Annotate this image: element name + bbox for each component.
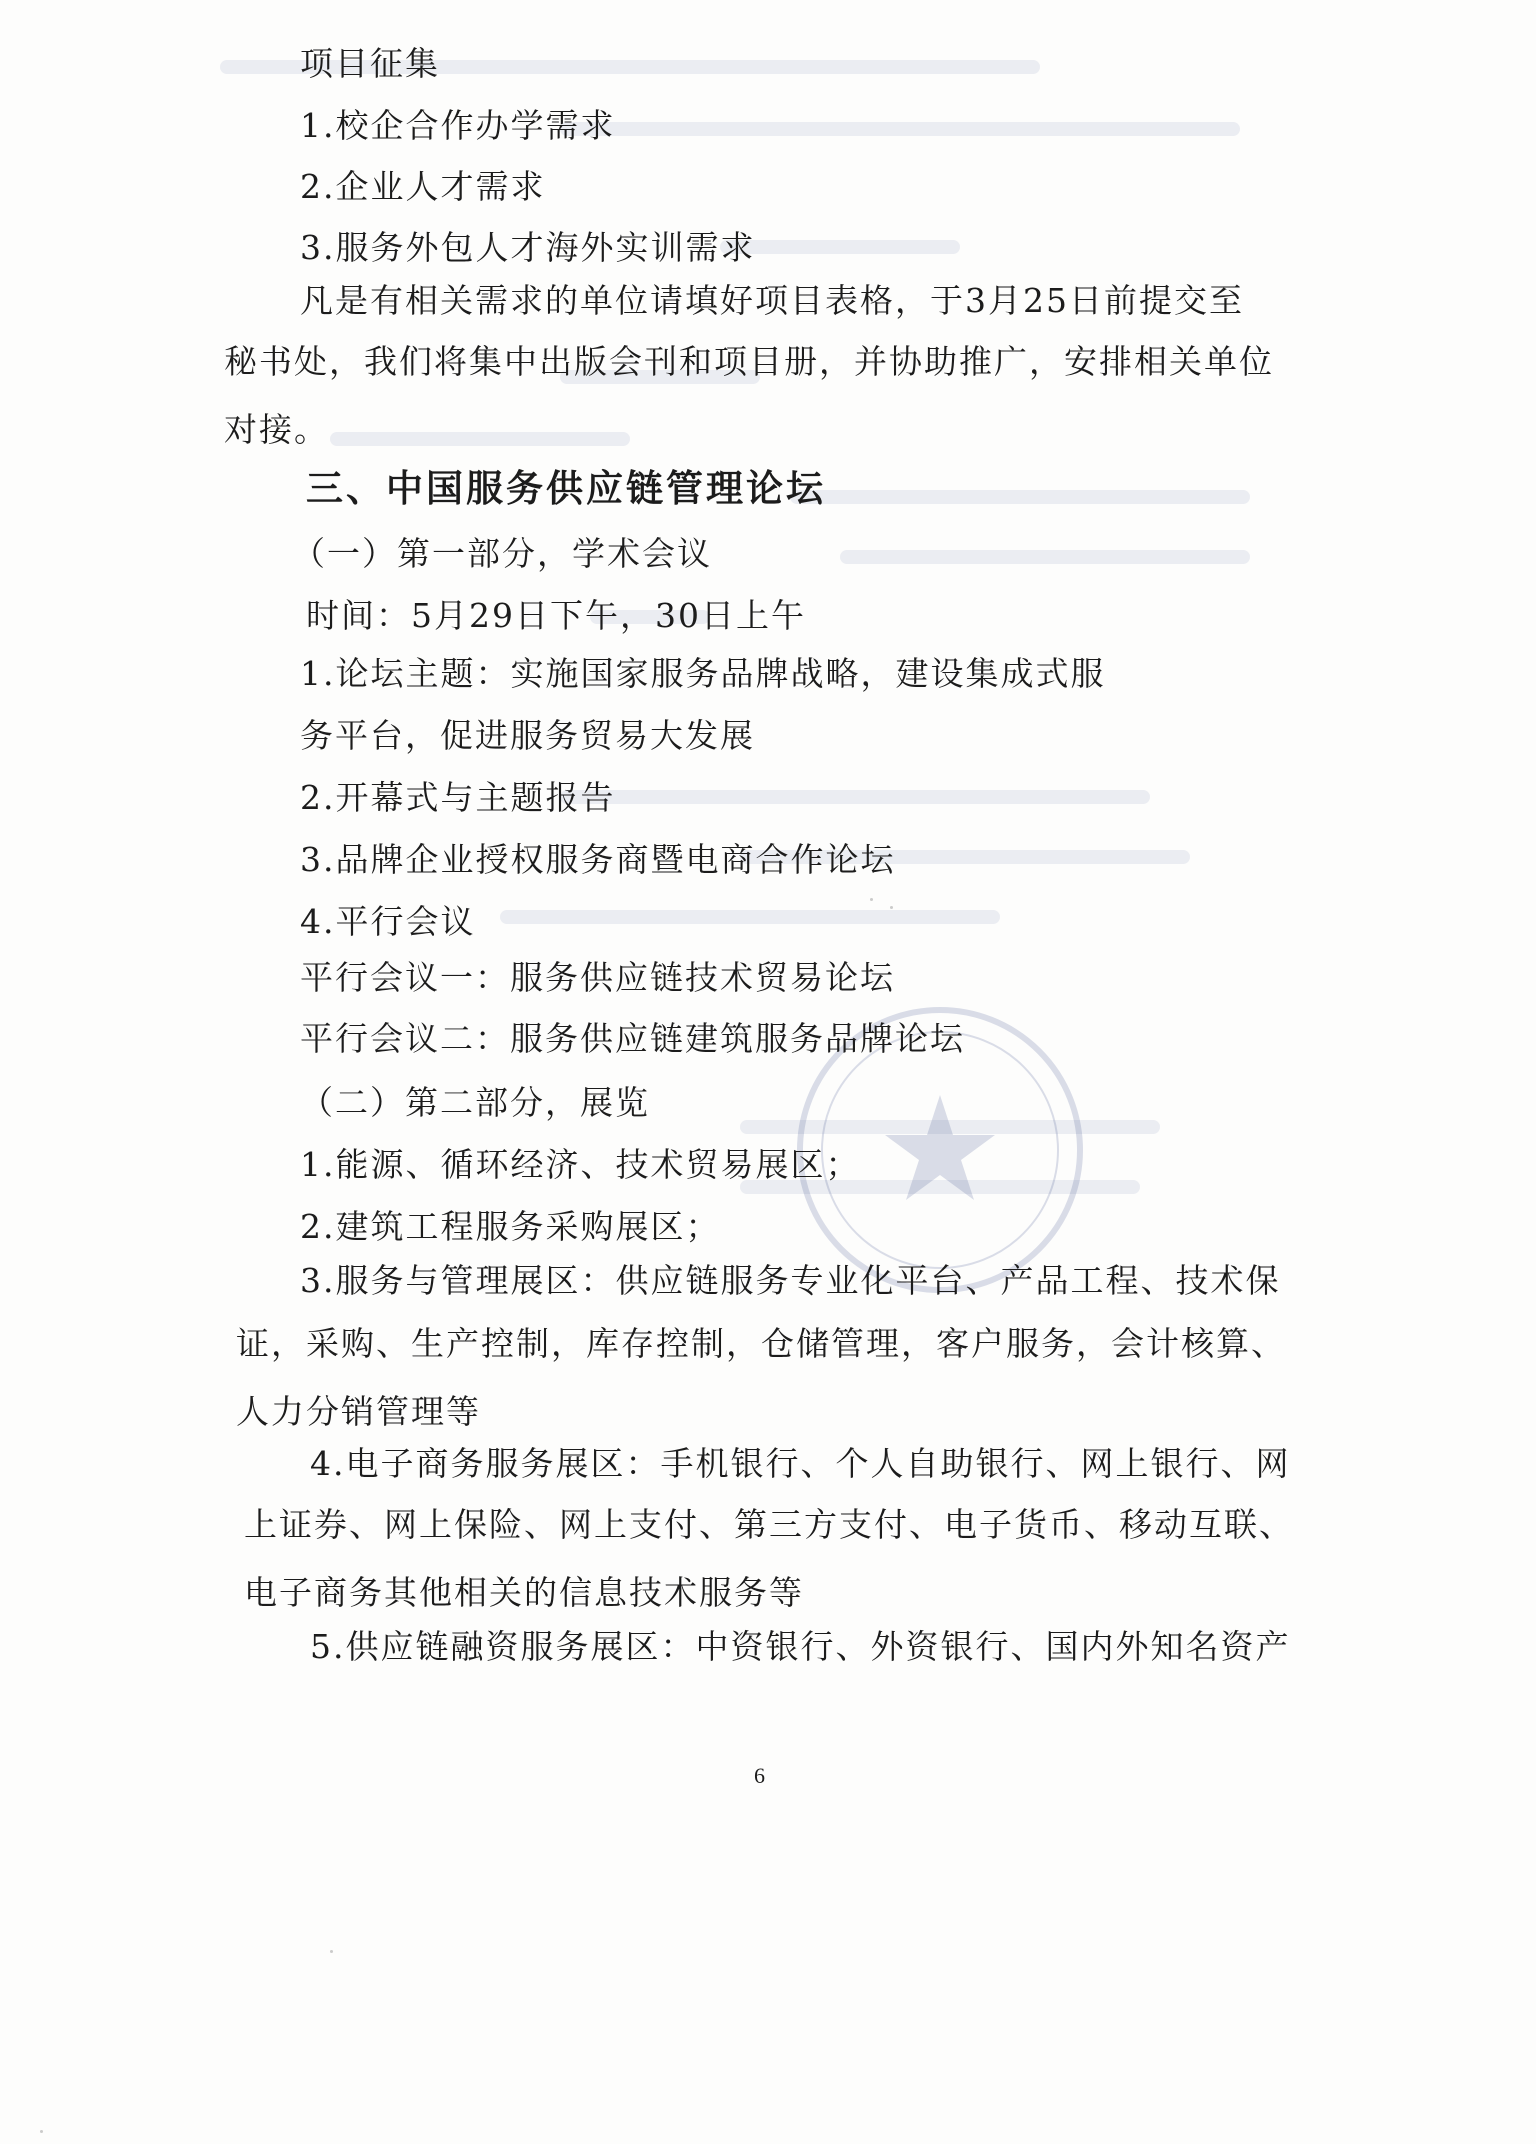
scan-speck [890, 906, 893, 909]
text-line: 对接。 [224, 410, 329, 449]
text-line: 务平台，促进服务贸易大发展 [300, 716, 755, 755]
scan-speck [870, 898, 873, 901]
text-line: 3.服务与管理展区：供应链服务专业化平台、产品工程、技术保 [300, 1261, 1281, 1300]
text-line: 电子商务其他相关的信息技术服务等 [244, 1573, 804, 1612]
text-line: 2.企业人才需求 [300, 167, 546, 206]
text-line: 证，采购、生产控制，库存控制，仓储管理，客户服务，会计核算、 [236, 1324, 1286, 1363]
subsection-heading: （二）第二部分，展览 [300, 1083, 650, 1122]
text-line: 上证券、网上保险、网上支付、第三方支付、电子货币、移动互联、 [244, 1505, 1294, 1544]
scan-speck [330, 1950, 333, 1953]
text-line: 3.品牌企业授权服务商暨电商合作论坛 [300, 840, 896, 879]
text-line: 平行会议一：服务供应链技术贸易论坛 [300, 958, 895, 997]
text-line: 项目征集 [300, 44, 440, 83]
text-line: 3.服务外包人才海外实训需求 [300, 228, 756, 267]
text-line: 凡是有相关需求的单位请填好项目表格，于3月25日前提交至 [300, 281, 1244, 320]
subsection-heading: （一）第一部分，学术会议 [292, 534, 712, 573]
text-line: 2.开幕式与主题报告 [300, 778, 616, 817]
text-line: 1.论坛主题：实施国家服务品牌战略，建设集成式服 [300, 654, 1106, 693]
text-line: 平行会议二：服务供应链建筑服务品牌论坛 [300, 1019, 965, 1058]
text-line: 4.电子商务服务展区：手机银行、个人自助银行、网上银行、网 [310, 1444, 1291, 1483]
text-line: 5.供应链融资服务展区：中资银行、外资银行、国内外知名资产 [310, 1627, 1291, 1666]
text-line: 4.平行会议 [300, 902, 476, 941]
text-line: 时间：5月29日下午，30日上午 [306, 596, 806, 635]
section-heading: 三、中国服务供应链管理论坛 [306, 466, 826, 510]
text-line: 人力分销管理等 [236, 1392, 481, 1431]
scan-speck [40, 2130, 43, 2133]
text-line: 2.建筑工程服务采购展区； [300, 1207, 721, 1246]
page-number: 6 [754, 1763, 765, 1788]
text-line: 秘书处，我们将集中出版会刊和项目册，并协助推广，安排相关单位 [224, 342, 1274, 381]
text-line: 1.能源、循环经济、技术贸易展区； [300, 1145, 861, 1184]
text-line: 1.校企合作办学需求 [300, 106, 616, 145]
